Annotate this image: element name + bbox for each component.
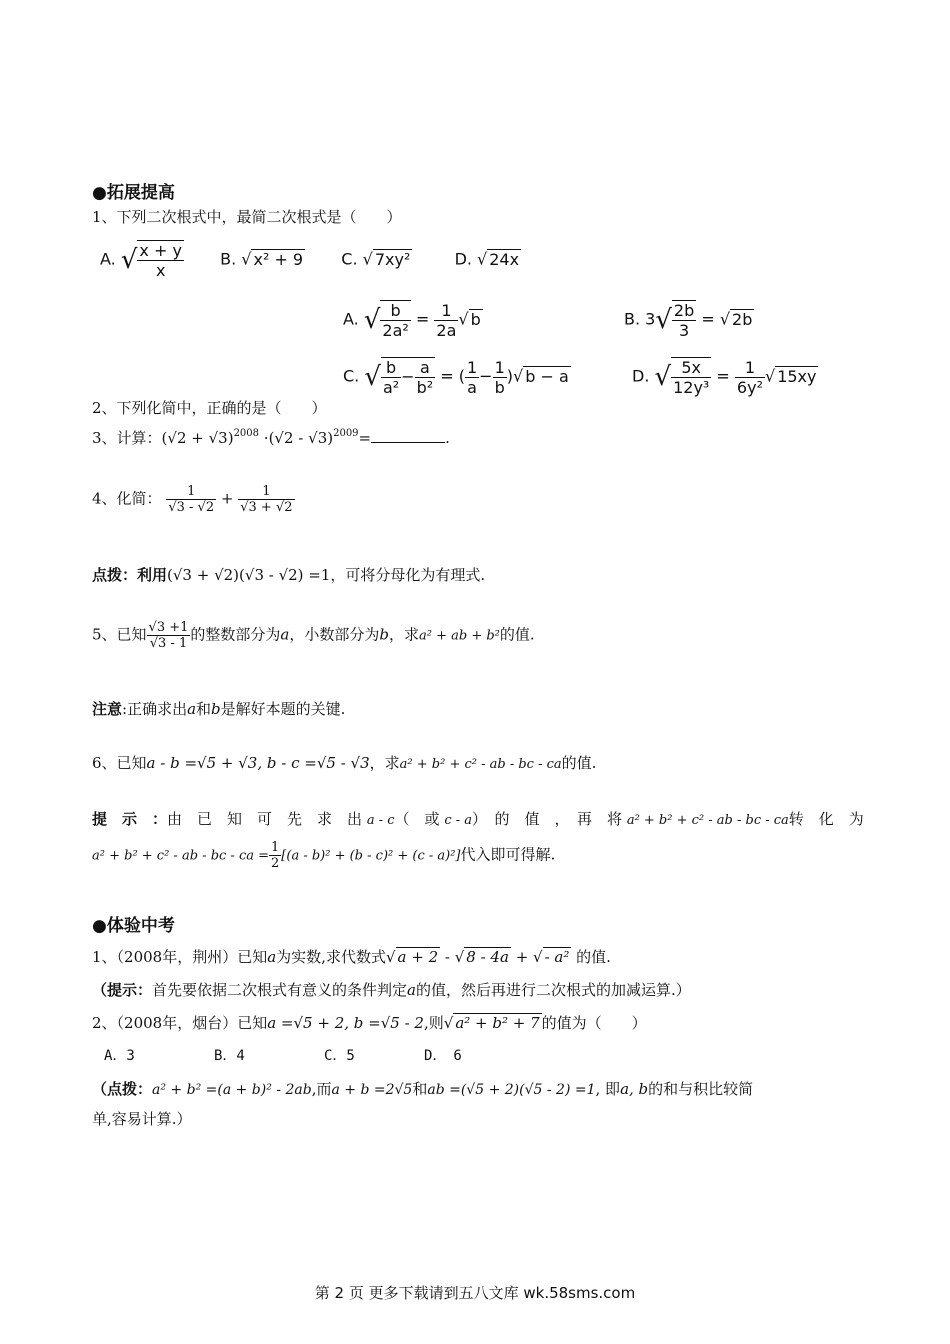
minus: − — [401, 367, 415, 386]
option-c-label: C. — [343, 366, 360, 386]
question-2-option-c: C. √ $\frac{b}{\text{a²}}$ − $\frac{a}{\text{b²}}$ = ( $\frac{1}{a}$ − $\frac{1}{b}$ )√ b − a — [343, 357, 569, 397]
text: 由 已 知 可 先 求 出 — [167, 810, 363, 828]
option-d-radicand: 24x — [489, 249, 520, 269]
var-a: a — [267, 948, 277, 966]
hint-label: 提 示 ： — [92, 810, 168, 828]
numerator: b — [380, 301, 410, 321]
page-footer: 第 2 页 更多下载请到五八文库 wk.58sms.com — [314, 1284, 636, 1302]
var-b: b — [379, 625, 389, 644]
equals: = — [716, 366, 730, 386]
denominator: 12y³ — [673, 378, 710, 397]
question-2-option-b: B. 3√ $\frac{2b}{3}$ = √ 2b — [624, 301, 753, 340]
option-b-label: B. — [220, 249, 237, 269]
denominator: 6y² — [736, 377, 763, 397]
radicand: a² + b² + 7 — [455, 1014, 540, 1032]
section-title: ●体验中考 — [92, 916, 175, 936]
minus: − — [479, 366, 493, 386]
denominator: x — [155, 261, 166, 280]
minus: - — [440, 948, 455, 966]
radical-icon: √ — [655, 305, 672, 335]
radicand: - a² — [544, 948, 570, 966]
hint-6-line-1 — [92, 808, 864, 829]
expr: a - c — [366, 813, 395, 828]
paren: ) — [506, 366, 513, 386]
numerator: √3 +1 — [148, 620, 189, 635]
text: 首先要依据二次根式有意义的条件判定 — [152, 981, 408, 999]
question-6-label: 6、已知 — [92, 754, 147, 772]
exam-question-2-options — [104, 1045, 462, 1065]
text: 和 — [412, 1080, 428, 1098]
numerator: a — [415, 358, 436, 378]
expr: ab =(√5 + 2)(√5 - 2) =1 — [427, 1082, 596, 1098]
var-b: b — [211, 700, 221, 718]
expr: a² + ab + b² — [419, 628, 500, 644]
numerator: 1 — [494, 357, 505, 377]
text: 2、（2008年，烟台）已知 — [92, 1014, 268, 1032]
hint-expr: (√3 + √2)(√3 - √2) =1 — [167, 566, 331, 584]
condition: a =√5 + 2, b =√5 - 2 — [267, 1014, 424, 1032]
dot: · — [263, 429, 269, 447]
denominator: √3 - 1 — [149, 636, 188, 651]
expr: a² + b² + c² - ab - bc - ca — [626, 813, 789, 828]
denominator: √3 - √2 — [168, 500, 215, 515]
radical-icon: √ — [364, 362, 381, 392]
numerator: 2b — [673, 301, 695, 320]
period: . — [445, 429, 450, 447]
option-a-frac — [137, 240, 184, 280]
radicand: 2b — [732, 309, 753, 329]
equals: = — [415, 309, 430, 329]
exponent-1: 2008 — [233, 428, 260, 439]
exam-question-1-hint — [92, 979, 691, 1000]
text: 和 — [196, 700, 212, 718]
text: 的值，然后再进行二次根式的加减运算.） — [415, 981, 691, 999]
denominator: 2 — [271, 856, 280, 871]
equals: = — [358, 429, 372, 447]
question-2-option-d: D. √ $\frac{5x}{\text{12y³}}$ = $\frac{1}{\text{6y²}}$ √ 15xy — [632, 357, 817, 397]
var-a: a — [187, 700, 197, 718]
option-a: A．3 — [104, 1048, 135, 1064]
numerator: 1 — [166, 484, 216, 500]
answer-blank — [371, 428, 445, 443]
text: 的值. — [499, 625, 535, 644]
plus: + — [510, 948, 534, 966]
note-5 — [92, 698, 345, 719]
expr-2: (√2 - √3) — [268, 429, 334, 447]
condition: a - b =√5 + √3, b - c =√5 - √3 — [146, 754, 370, 772]
expr: a² + b² + c² - ab - bc - ca = — [92, 848, 270, 864]
denominator: 2a — [436, 320, 457, 340]
denominator: √3 + √2 — [240, 500, 293, 515]
text: ，求 — [389, 625, 420, 644]
var-a: a — [407, 981, 416, 999]
question-3 — [92, 427, 450, 448]
numerator: 1 — [735, 358, 765, 378]
radical-icon: √ — [363, 305, 381, 335]
hint-4 — [92, 564, 485, 585]
expr: a² + b² =(a + b)² - 2ab — [152, 1082, 312, 1098]
option-b-label: B. — [624, 309, 641, 329]
question-5-label: 5、已知 — [92, 625, 147, 644]
text: ,而 — [311, 1080, 332, 1098]
question-4-label: 4、化简： — [92, 489, 162, 508]
hint-label: （提示： — [92, 981, 153, 999]
radicand: 15xy — [777, 366, 817, 386]
question-2-stem: 2、下列化简中，正确的是（ ） — [92, 399, 327, 417]
exponent-2: 2009 — [333, 428, 359, 439]
text: 的值. — [571, 948, 611, 966]
equals: = ( — [440, 366, 465, 386]
expr: a, b — [620, 1080, 649, 1098]
option-c-radicand: 7xy² — [374, 249, 411, 269]
numerator: 1 — [466, 357, 478, 377]
text: ，求 — [369, 754, 400, 772]
option-c: C．5 — [324, 1048, 355, 1064]
numerator: x + y — [139, 241, 182, 260]
numerator: 1 — [434, 301, 458, 321]
option-a-label: A. — [343, 309, 359, 329]
question-4 — [92, 484, 295, 515]
equals: = — [701, 309, 715, 329]
text: 是解好本题的关键. — [220, 700, 346, 718]
question-1-options: A. √ $\frac{x + y}{x}$ B. √ x² + 9 C. √ 7xy² D. √ 24x — [100, 241, 520, 280]
denominator: a² — [382, 378, 400, 397]
question-3-label: 3、计算： — [92, 429, 162, 447]
radicand: b − a — [525, 366, 569, 386]
hint-text: ，可将分母化为有理式. — [330, 566, 486, 584]
radical-icon: √ — [120, 245, 138, 275]
text: 的整数部分为 — [190, 625, 281, 644]
expr: c - a — [444, 813, 473, 828]
option-d-label: D. — [454, 249, 472, 269]
option-a-label: A. — [100, 249, 116, 269]
expr: a + b =2√5 — [331, 1082, 413, 1098]
text: , 即 — [595, 1080, 621, 1098]
numerator: b — [381, 358, 401, 378]
expr: a² + b² + c² - ab - bc - ca — [399, 757, 562, 772]
question-5 — [92, 620, 535, 651]
text: ,则 — [423, 1014, 444, 1032]
text: 为实数,求代数式 — [276, 948, 386, 966]
denominator: 3 — [679, 321, 690, 340]
text: ，小数部分为 — [289, 625, 380, 644]
numerator: 1 — [271, 840, 280, 855]
question-2-option-a: A. √ $\frac{b}{\text{2a²}}$ = $\frac{1}{2a}$ √ b — [343, 300, 481, 340]
var-a: a — [280, 625, 290, 644]
section-title: ●拓展提高 — [92, 183, 175, 203]
text: （ 或 — [394, 810, 440, 828]
exam-question-2: 2、（2008年，烟台）已知a =√5 + 2, b =√5 - 2,则√ a² + b² + 7 的值为（ ） — [92, 1014, 647, 1032]
text: 的值为（ ） — [541, 1014, 647, 1032]
question-1-stem: 1、下列二次根式中，最简二次根式是（ ） — [92, 208, 402, 226]
exam-question-2-hint-line-2: 单,容易计算.） — [92, 1110, 192, 1128]
denominator: b² — [416, 378, 434, 397]
option-d-label: D. — [632, 366, 650, 386]
hint-label: 点拨：利用 — [92, 566, 168, 584]
option-c-label: C. — [341, 249, 358, 269]
text: 转 化 为 — [788, 810, 864, 828]
radicand: a + 2 — [397, 948, 439, 966]
option-d: D． 6 — [424, 1048, 462, 1064]
expr-1: (√2 + √3) — [161, 429, 234, 447]
plus: + — [220, 489, 234, 508]
radical-icon: √ — [654, 362, 672, 392]
denominator: 2a² — [382, 321, 409, 340]
text: ） 的 值 ， 再 将 — [472, 810, 623, 828]
expr: [(a - b)² + (b - c)² + (c - a)²] — [281, 848, 461, 864]
text: :正确求出 — [122, 700, 188, 718]
text: 1、（2008年，荆州）已知 — [92, 948, 268, 966]
option-b: B．4 — [214, 1048, 245, 1064]
numerator: 5x — [671, 358, 711, 378]
numerator: 1 — [238, 484, 294, 500]
hint-label: （点拨： — [92, 1080, 153, 1098]
radicand: 8 - 4a — [466, 948, 509, 966]
text: 的和与积比较简 — [648, 1080, 754, 1098]
text: 代入即可得解. — [460, 845, 556, 864]
option-b-radicand: x² + 9 — [253, 249, 304, 269]
text: 的值. — [561, 754, 597, 772]
coefficient: 3 — [645, 309, 656, 329]
hint-6-line-2 — [92, 840, 555, 871]
note-label: 注意 — [92, 700, 123, 718]
exam-question-2-hint — [92, 1078, 753, 1099]
question-6 — [92, 752, 596, 773]
radicand: b — [470, 309, 481, 329]
denominator: b — [494, 377, 505, 397]
exam-question-1: 1、（2008年，荆州）已知a为实数,求代数式√ a + 2 - √ 8 - 4a + √ - a² 的值. — [92, 948, 611, 966]
denominator: a — [467, 377, 477, 397]
